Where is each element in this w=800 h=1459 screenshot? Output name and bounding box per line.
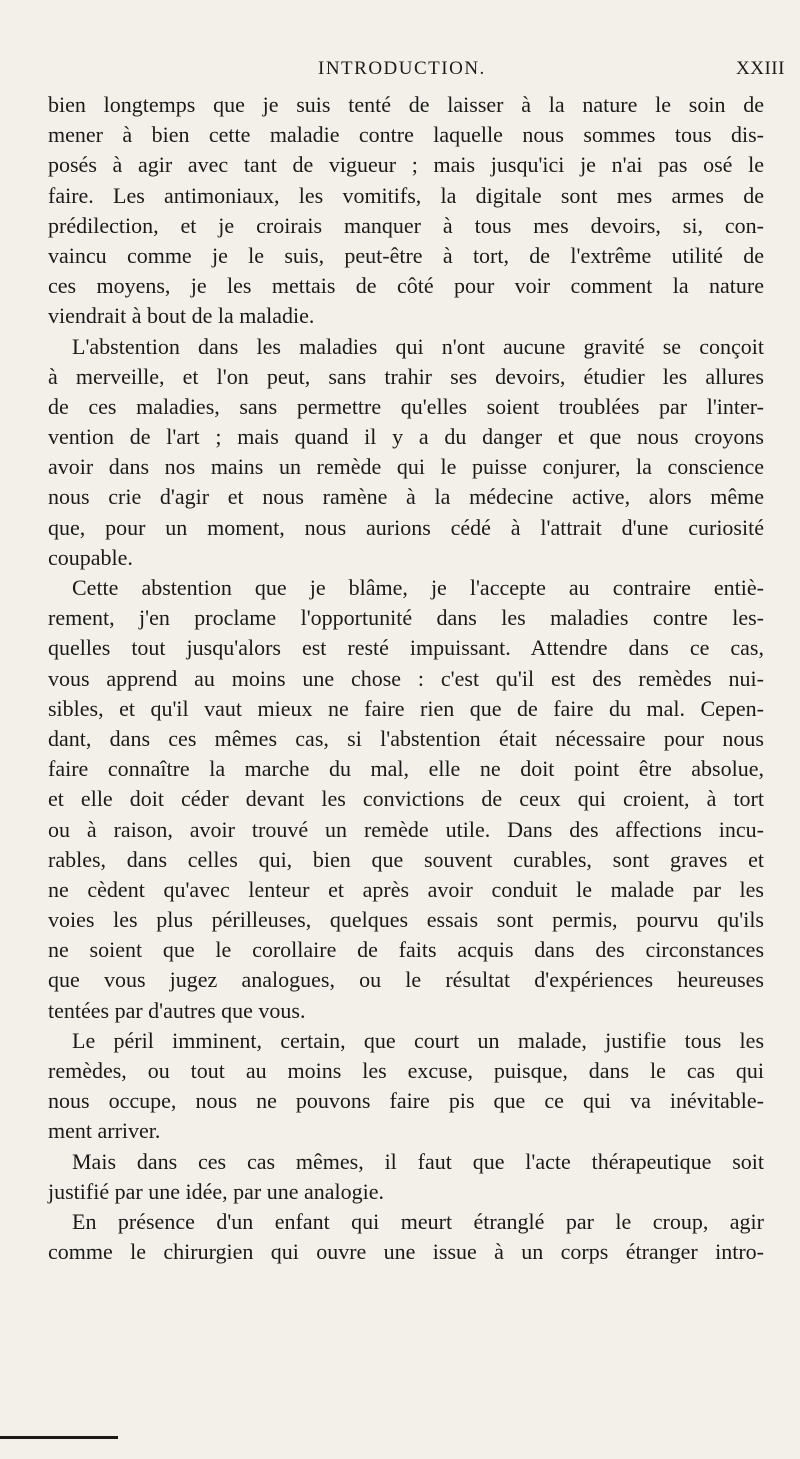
text-line: justifié par une idée, par une analogie. (48, 1178, 384, 1204)
body-text (48, 90, 764, 1267)
text-line: faire connaître la marche du mal, elle ne doit point être absolue, (48, 756, 764, 782)
text-line: faire. Les antimoniaux, les vomitifs, la digitale sont mes armes de (48, 182, 764, 208)
bottom-rule (0, 1436, 118, 1439)
text-line: rables, dans celles qui, bien que souvent curables, sont graves et (48, 846, 764, 872)
text-line: vention de l'art ; mais quand il y a du danger et que nous croyons (48, 424, 764, 450)
text-line: viendrait à bout de la maladie. (48, 303, 315, 329)
text-line: dant, dans ces mêmes cas, si l'abstention était nécessaire pour nous (48, 725, 764, 751)
text-line: que, pour un moment, nous aurions cédé à l'attrait d'une curiosité (48, 514, 764, 540)
text-line: vous apprend au moins une chose : c'est qu'il est des remèdes nui- (48, 665, 764, 691)
text-line: voies les plus périlleuses, quelques essais sont permis, pourvu qu'ils (48, 907, 764, 933)
text-line: quelles tout jusqu'alors est resté impuissant. Attendre dans ce cas, (48, 635, 764, 661)
text-line: bien longtemps que je suis tenté de laisser à la nature le soin de (48, 92, 764, 117)
text-line: et elle doit céder devant les convictions de ceux qui croient, à tort (48, 786, 764, 812)
text-line: de ces maladies, sans permettre qu'elles soient troublées par l'inter- (48, 393, 764, 419)
text-line: Cette abstention que je blâme, je l'accepte au contraire entiè- (72, 575, 764, 600)
text-line: coupable. (48, 544, 133, 570)
text-line: comme le chirurgien qui ouvre une issue à un corps étranger intro- (48, 1239, 764, 1265)
text-line: ment arriver. (48, 1118, 161, 1144)
text-line: remèdes, ou tout au moins les excuse, puisque, dans le cas qui (48, 1058, 764, 1083)
running-title: INTRODUCTION. (318, 58, 486, 79)
text-line: Mais dans ces cas mêmes, il faut que l'acte thérapeutique soit (72, 1148, 764, 1174)
text-line: posés à agir avec tant de vigueur ; mais jusqu'ici je n'ai pas osé le (48, 152, 764, 178)
text-line: ne cèdent qu'avec lenteur et après avoir conduit le malade par les (48, 876, 764, 902)
text-line: Le péril imminent, certain, que court un malade, justifie tous les (72, 1027, 764, 1053)
running-head (0, 58, 800, 88)
text-line: L'abstention dans les maladies qui n'ont aucune gravité se conçoit (72, 333, 764, 359)
page-number: XXIII (736, 58, 785, 79)
text-line: ne soient que le corollaire de faits acquis dans des circonstances (48, 937, 764, 963)
text-line: à merveille, et l'on peut, sans trahir ses devoirs, étudier les allures (48, 363, 764, 389)
text-line: sibles, et qu'il vaut mieux ne faire rien que de faire du mal. Cepen- (48, 695, 764, 721)
text-line: nous crie d'agir et nous ramène à la médecine active, alors même (48, 484, 764, 510)
text-line: prédilection, et je croirais manquer à tous mes devoirs, si, con- (48, 212, 764, 238)
text-line: En présence d'un enfant qui meurt étranglé par le croup, agir (72, 1208, 764, 1234)
text-line: ou à raison, avoir trouvé un remède utile. Dans des affections incu- (48, 816, 764, 842)
text-line: nous occupe, nous ne pouvons faire pis que ce qui va inévitable- (48, 1088, 764, 1114)
text-line: que vous jugez analogues, ou le résultat d'expériences heureuses (48, 967, 764, 993)
text-line: rement, j'en proclame l'opportunité dans les maladies contre les- (48, 605, 764, 631)
text-line: vaincu comme je le suis, peut-être à tort, de l'extrême utilité de (48, 242, 764, 268)
text-line: mener à bien cette maladie contre laquelle nous sommes tous dis- (48, 122, 764, 148)
text-line: avoir dans nos mains un remède qui le puisse conjurer, la conscience (48, 454, 764, 480)
text-line: tentées par d'autres que vous. (48, 997, 306, 1023)
text-line: ces moyens, je les mettais de côté pour voir comment la nature (48, 273, 764, 299)
